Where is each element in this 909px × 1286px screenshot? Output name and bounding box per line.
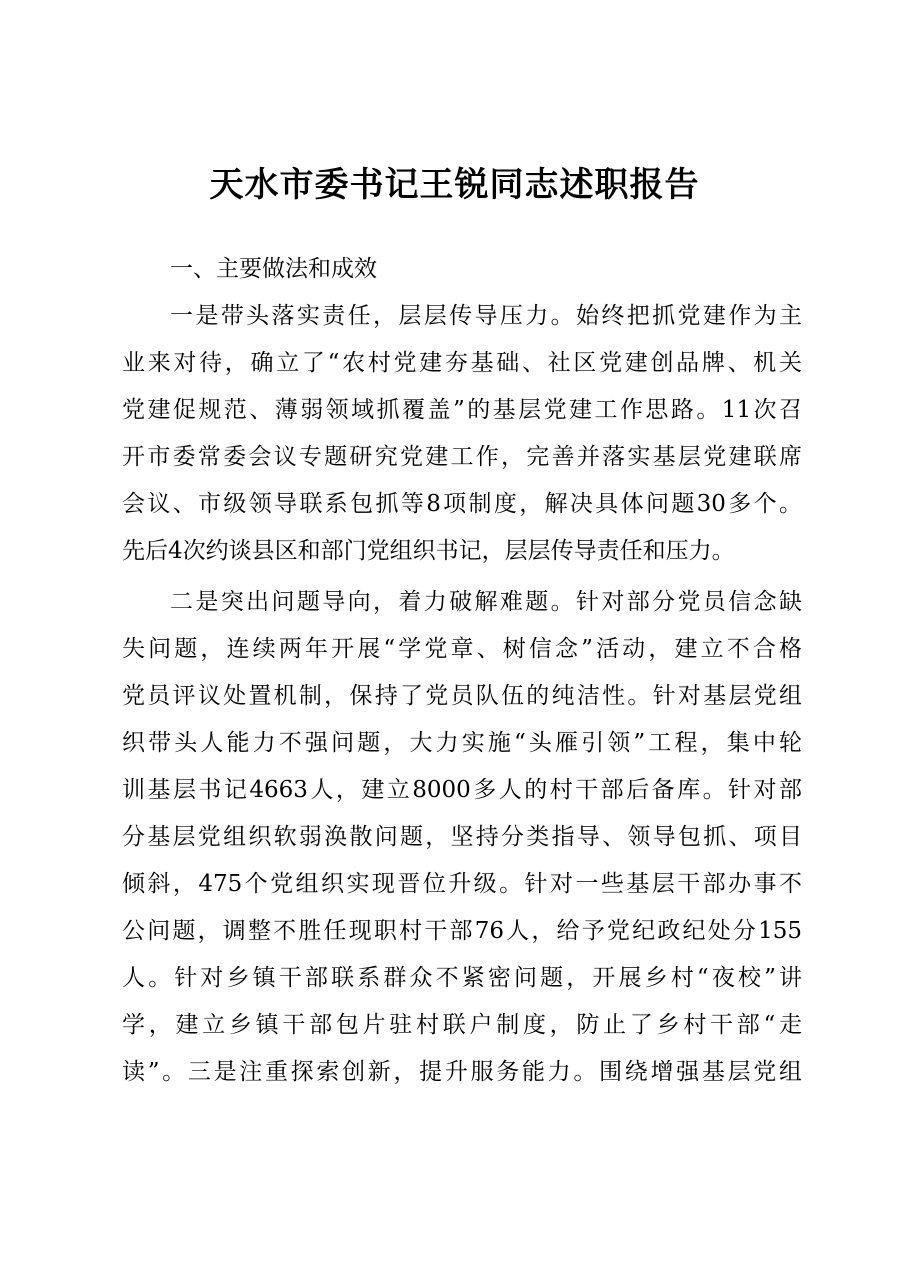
paragraph-line: 学，建立乡镇干部包片驻村联户制度，防止了乡村干部“走 <box>122 1012 802 1038</box>
paragraph-line: 党员评议处置机制，保持了党员队伍的纯洁性。针对基层党组 <box>122 683 802 709</box>
paragraph-2 <box>122 579 802 1096</box>
paragraph-line: 党建促规范、薄弱领域抓覆盖”的基层党建工作思路。11次召 <box>122 397 802 423</box>
paragraph-line: 倾斜，475个党组织实现晋位升级。针对一些基层干部办事不 <box>122 871 802 897</box>
paragraph-line: 二是突出问题导向，着力破解难题。针对部分党员信念缺 <box>170 589 802 615</box>
paragraph-line: 训基层书记4663人，建立8000多人的村干部后备库。针对部 <box>122 777 802 803</box>
document-body <box>122 246 802 1096</box>
paragraph-1 <box>122 293 802 575</box>
paragraph-line: 织带头人能力不强问题，大力实施“头雁引领”工程，集中轮 <box>122 730 802 756</box>
paragraph-line: 会议、市级领导联系包抓等8项制度，解决具体问题30多个。 <box>122 491 802 517</box>
document-title: 天水市委书记王锐同志述职报告 <box>209 165 700 205</box>
paragraph-line: 开市委常委会议专题研究党建工作，完善并落实基层党建联席 <box>122 444 802 470</box>
paragraph-line: 先后4次约谈县区和部门党组织书记，层层传导责任和压力。 <box>122 538 735 564</box>
paragraph-line: 分基层党组织软弱涣散问题，坚持分类指导、领导包抓、项目 <box>122 824 802 850</box>
paragraph-line: 失问题，连续两年开展“学党章、树信念”活动，建立不合格 <box>122 636 802 662</box>
paragraph-line: 公问题，调整不胜任现职村干部76人，给予党纪政纪处分155 <box>122 918 802 944</box>
paragraph-line: 人。针对乡镇干部联系群众不紧密问题，开展乡村“夜校”讲 <box>122 965 802 991</box>
section-heading: 一、主要做法和成效 <box>170 256 377 282</box>
paragraph-line: 一是带头落实责任，层层传导压力。始终把抓党建作为主 <box>170 303 802 329</box>
paragraph-line: 业来对待，确立了“农村党建夯基础、社区党建创品牌、机关 <box>122 350 802 376</box>
paragraph-line: 读”。三是注重探索创新，提升服务能力。围绕增强基层党组 <box>122 1059 802 1085</box>
